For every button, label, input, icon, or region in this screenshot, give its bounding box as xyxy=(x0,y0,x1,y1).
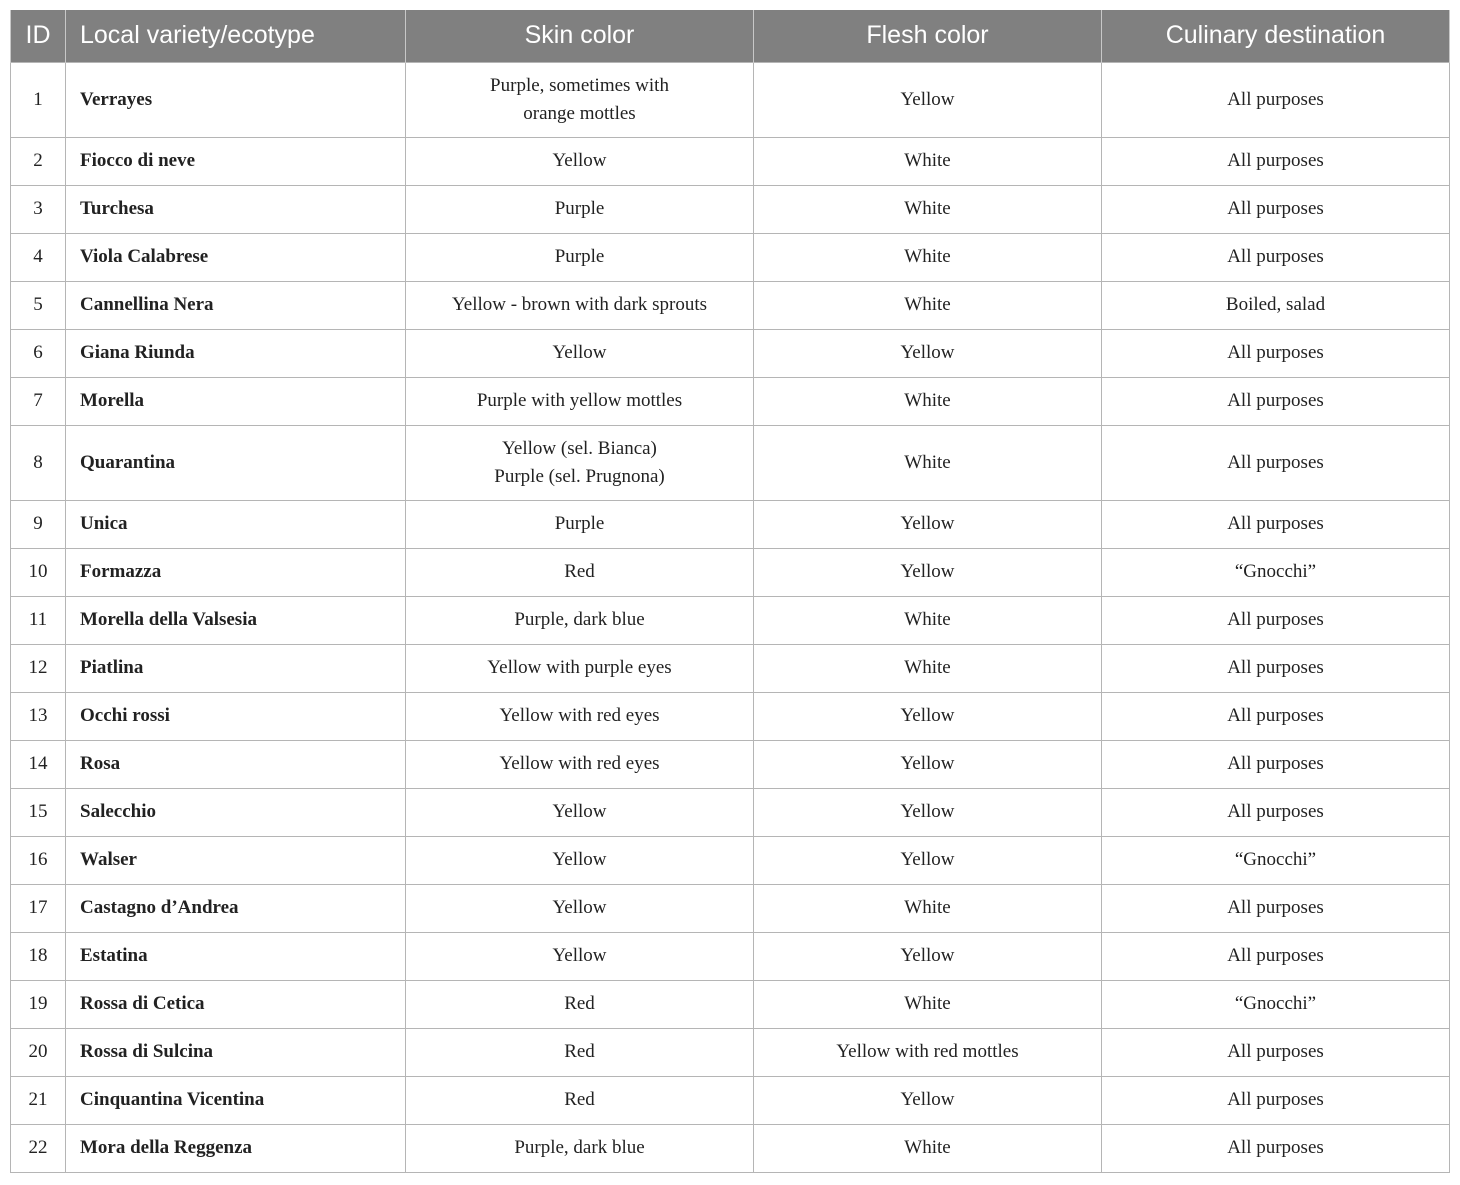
row-flesh-color: White xyxy=(754,377,1102,425)
table-row xyxy=(11,329,1450,377)
row-id: 3 xyxy=(11,185,66,233)
row-culinary-destination: “Gnocchi” xyxy=(1102,836,1450,884)
table-row xyxy=(11,425,1450,500)
row-id: 16 xyxy=(11,836,66,884)
row-culinary-destination: All purposes xyxy=(1102,233,1450,281)
row-flesh-color: Yellow xyxy=(754,62,1102,137)
row-variety-name: Estatina xyxy=(66,932,406,980)
row-variety-name: Rossa di Sulcina xyxy=(66,1028,406,1076)
row-culinary-destination: All purposes xyxy=(1102,1076,1450,1124)
row-skin-color: Purple xyxy=(406,233,754,281)
header-culinary-destination: Culinary destination xyxy=(1102,10,1450,62)
row-variety-name: Cinquantina Vicentina xyxy=(66,1076,406,1124)
table-row xyxy=(11,884,1450,932)
row-id: 19 xyxy=(11,980,66,1028)
row-variety-name: Occhi rossi xyxy=(66,692,406,740)
table-row xyxy=(11,644,1450,692)
row-culinary-destination: All purposes xyxy=(1102,1028,1450,1076)
row-culinary-destination: All purposes xyxy=(1102,185,1450,233)
row-skin-color: Purple with yellow mottles xyxy=(406,377,754,425)
row-culinary-destination: All purposes xyxy=(1102,425,1450,500)
table-row xyxy=(11,137,1450,185)
row-id: 7 xyxy=(11,377,66,425)
row-flesh-color: White xyxy=(754,185,1102,233)
row-skin-color: Yellow xyxy=(406,137,754,185)
row-id: 4 xyxy=(11,233,66,281)
row-skin-color: Red xyxy=(406,1028,754,1076)
row-id: 6 xyxy=(11,329,66,377)
table-row xyxy=(11,596,1450,644)
row-flesh-color: Yellow xyxy=(754,836,1102,884)
table-row xyxy=(11,233,1450,281)
row-id: 11 xyxy=(11,596,66,644)
header-id: ID xyxy=(11,10,66,62)
row-culinary-destination: All purposes xyxy=(1102,137,1450,185)
row-culinary-destination: All purposes xyxy=(1102,644,1450,692)
table-row xyxy=(11,692,1450,740)
row-culinary-destination: All purposes xyxy=(1102,1124,1450,1172)
row-flesh-color: White xyxy=(754,980,1102,1028)
row-flesh-color: Yellow xyxy=(754,788,1102,836)
table-header xyxy=(11,10,1450,62)
row-skin-color: Yellow with purple eyes xyxy=(406,644,754,692)
row-variety-name: Morella della Valsesia xyxy=(66,596,406,644)
table-row xyxy=(11,548,1450,596)
row-variety-name: Mora della Reggenza xyxy=(66,1124,406,1172)
variety-table xyxy=(10,10,1450,1173)
row-variety-name: Rosa xyxy=(66,740,406,788)
row-id: 5 xyxy=(11,281,66,329)
row-variety-name: Cannellina Nera xyxy=(66,281,406,329)
table-row xyxy=(11,980,1450,1028)
row-skin-color: Yellow (sel. Bianca) Purple (sel. Prugnona) xyxy=(406,425,754,500)
row-skin-color: Yellow xyxy=(406,788,754,836)
row-id: 21 xyxy=(11,1076,66,1124)
row-culinary-destination: All purposes xyxy=(1102,932,1450,980)
row-flesh-color: Yellow xyxy=(754,500,1102,548)
header-variety: Local variety/ecotype xyxy=(66,10,406,62)
header-row xyxy=(11,10,1450,62)
row-variety-name: Unica xyxy=(66,500,406,548)
row-skin-color: Yellow xyxy=(406,836,754,884)
row-culinary-destination: “Gnocchi” xyxy=(1102,548,1450,596)
row-variety-name: Quarantina xyxy=(66,425,406,500)
row-skin-color: Yellow xyxy=(406,884,754,932)
row-variety-name: Morella xyxy=(66,377,406,425)
row-flesh-color: Yellow xyxy=(754,692,1102,740)
row-culinary-destination: All purposes xyxy=(1102,740,1450,788)
row-id: 13 xyxy=(11,692,66,740)
row-flesh-color: White xyxy=(754,596,1102,644)
row-skin-color: Yellow xyxy=(406,329,754,377)
row-variety-name: Verrayes xyxy=(66,62,406,137)
table-row xyxy=(11,836,1450,884)
row-flesh-color: White xyxy=(754,281,1102,329)
row-variety-name: Walser xyxy=(66,836,406,884)
row-culinary-destination: All purposes xyxy=(1102,692,1450,740)
row-id: 14 xyxy=(11,740,66,788)
row-variety-name: Rossa di Cetica xyxy=(66,980,406,1028)
row-variety-name: Formazza xyxy=(66,548,406,596)
row-variety-name: Castagno d’Andrea xyxy=(66,884,406,932)
table-row xyxy=(11,1028,1450,1076)
row-id: 17 xyxy=(11,884,66,932)
row-skin-color: Red xyxy=(406,980,754,1028)
row-id: 8 xyxy=(11,425,66,500)
table-row xyxy=(11,932,1450,980)
row-id: 18 xyxy=(11,932,66,980)
row-skin-color: Yellow with red eyes xyxy=(406,692,754,740)
row-skin-color: Purple xyxy=(406,500,754,548)
row-culinary-destination: All purposes xyxy=(1102,788,1450,836)
row-flesh-color: Yellow with red mottles xyxy=(754,1028,1102,1076)
table-row xyxy=(11,1124,1450,1172)
row-skin-color: Purple, dark blue xyxy=(406,596,754,644)
row-variety-name: Viola Calabrese xyxy=(66,233,406,281)
row-flesh-color: White xyxy=(754,137,1102,185)
row-culinary-destination: All purposes xyxy=(1102,500,1450,548)
row-culinary-destination: All purposes xyxy=(1102,377,1450,425)
row-id: 9 xyxy=(11,500,66,548)
row-culinary-destination: “Gnocchi” xyxy=(1102,980,1450,1028)
table-row xyxy=(11,500,1450,548)
table-row xyxy=(11,377,1450,425)
row-culinary-destination: Boiled, salad xyxy=(1102,281,1450,329)
row-variety-name: Piatlina xyxy=(66,644,406,692)
row-flesh-color: Yellow xyxy=(754,329,1102,377)
table-body xyxy=(11,62,1450,1172)
row-culinary-destination: All purposes xyxy=(1102,596,1450,644)
row-id: 2 xyxy=(11,137,66,185)
row-flesh-color: Yellow xyxy=(754,740,1102,788)
row-variety-name: Salecchio xyxy=(66,788,406,836)
variety-table-container xyxy=(10,10,1449,1173)
table-row xyxy=(11,788,1450,836)
row-flesh-color: Yellow xyxy=(754,548,1102,596)
row-skin-color: Red xyxy=(406,548,754,596)
table-row xyxy=(11,740,1450,788)
row-id: 1 xyxy=(11,62,66,137)
row-culinary-destination: All purposes xyxy=(1102,62,1450,137)
table-row xyxy=(11,281,1450,329)
row-skin-color: Purple, dark blue xyxy=(406,1124,754,1172)
row-skin-color: Yellow xyxy=(406,932,754,980)
row-skin-color: Purple, sometimes with orange mottles xyxy=(406,62,754,137)
row-culinary-destination: All purposes xyxy=(1102,329,1450,377)
table-row xyxy=(11,62,1450,137)
table-row xyxy=(11,1076,1450,1124)
row-id: 10 xyxy=(11,548,66,596)
row-variety-name: Fiocco di neve xyxy=(66,137,406,185)
row-flesh-color: White xyxy=(754,884,1102,932)
table-row xyxy=(11,185,1450,233)
row-variety-name: Giana Riunda xyxy=(66,329,406,377)
row-flesh-color: White xyxy=(754,1124,1102,1172)
row-skin-color: Yellow with red eyes xyxy=(406,740,754,788)
row-skin-color: Purple xyxy=(406,185,754,233)
header-flesh-color: Flesh color xyxy=(754,10,1102,62)
row-id: 20 xyxy=(11,1028,66,1076)
row-variety-name: Turchesa xyxy=(66,185,406,233)
row-flesh-color: Yellow xyxy=(754,1076,1102,1124)
row-id: 15 xyxy=(11,788,66,836)
row-flesh-color: White xyxy=(754,644,1102,692)
row-culinary-destination: All purposes xyxy=(1102,884,1450,932)
row-id: 22 xyxy=(11,1124,66,1172)
row-skin-color: Yellow - brown with dark sprouts xyxy=(406,281,754,329)
row-skin-color: Red xyxy=(406,1076,754,1124)
row-id: 12 xyxy=(11,644,66,692)
row-flesh-color: Yellow xyxy=(754,932,1102,980)
header-skin-color: Skin color xyxy=(406,10,754,62)
row-flesh-color: White xyxy=(754,425,1102,500)
row-flesh-color: White xyxy=(754,233,1102,281)
